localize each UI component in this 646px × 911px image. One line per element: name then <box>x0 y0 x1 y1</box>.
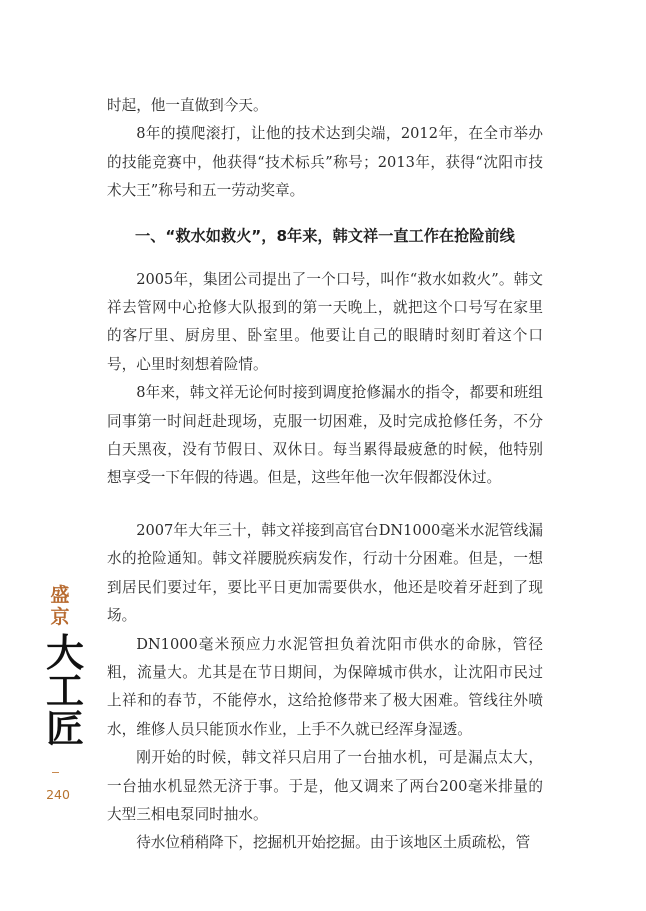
brand-char-da: 大 <box>45 630 82 675</box>
paragraph-4: 8年来，韩文祥无论何时接到调度抢修漏水的指令，都要和班组同事第一时间赶赴现场，克服一切困难，及时完成抢修任务，不分白天黑夜，没有节假日、双休日。每当累得最疲惫的时候，他特别想享受一下年假的待遇。但是，这些年他一次年假都没休过。 <box>107 384 543 487</box>
brand-char-gong: 工 <box>45 668 82 713</box>
paragraph-5: 2007年大年三十，韩文祥接到高官台DN1000毫米水泥管线漏水的抢险通知。韩文祥腰脱疾病发作，行动十分困难。但是，一想到居民们要过年，要比平日更加需要供水，他还是咬着牙赶到了现场。 <box>107 521 543 625</box>
paragraph-3: 2005年，集团公司提出了一个口号，叫作“救水如救火”。韩文祥去管网中心抢修大队报到的第一天晚上，就把这个口号写在家里的客厅里、厨房里、卧室里。他要让自己的眼睛时刻盯着这个口号，心里时刻想着险情。 <box>107 270 543 373</box>
paragraph-1: 时起，他一直做到今天。 <box>107 97 268 114</box>
series-logo-small-text <box>48 584 72 628</box>
paragraph-8: 待水位稍稍降下，挖掘机开始挖掘。由于该地区土质疏松，管 <box>136 834 531 852</box>
page-body <box>107 92 543 858</box>
brand-char-jing: 京 <box>50 606 70 628</box>
page-number: 240 <box>46 787 70 802</box>
brand-char-jiang: 匠 <box>45 706 82 751</box>
paragraph-6: DN1000毫米预应力水泥管担负着沈阳市供水的命脉，管径粗，流量大。尤其是在节日期间，为保障城市供水，让沈阳市民过上祥和的春节，不能停水，这给抢修带来了极大困难。管线往外喷水，维修人员只能顶水作业，上手不久就已经浑身湿透。 <box>107 635 543 738</box>
paragraph-2: 8年的摸爬滚打，让他的技术达到尖端，2012年，在全市举办的技能竞赛中，他获得“技术标兵”称号；2013年，获得“沈阳市技术大王”称号和五一劳动奖章。 <box>107 125 543 200</box>
paragraph-7: 刚开始的时候，韩文祥只启用了一台抽水机，可是漏点太大，一台抽水机显然无济于事。于是，他又调来了两台200毫米排量的大型三相电泵同时抽水。 <box>107 749 543 823</box>
page-number-divider <box>52 772 59 773</box>
section-heading: 一、“救水如救火”，8年来，韩文祥一直工作在抢险前线 <box>135 226 515 245</box>
brand-char-sheng: 盛 <box>50 584 70 606</box>
series-logo-calligraphy <box>34 630 94 751</box>
